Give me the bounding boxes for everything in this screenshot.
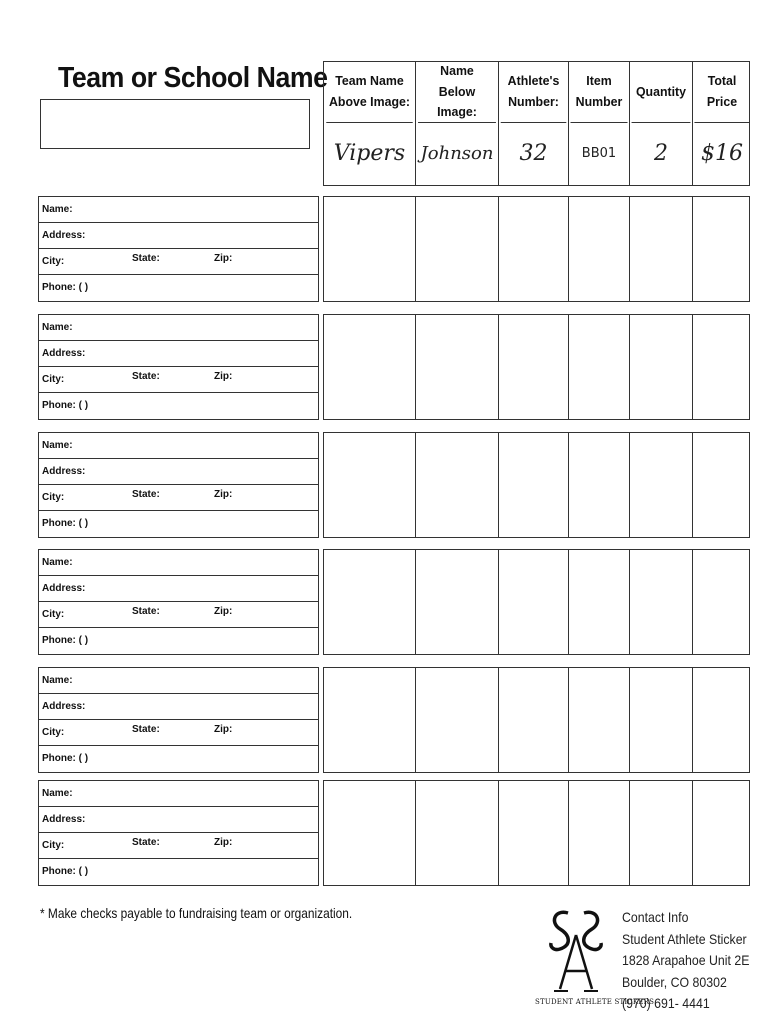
- col-header: Item Number: [571, 62, 628, 123]
- order-entry-row: [323, 549, 750, 655]
- address-field[interactable]: Address:: [39, 459, 318, 485]
- customer-info-block: [38, 314, 319, 420]
- company-name: Student Athlete Sticker: [622, 930, 747, 947]
- cell-team-name[interactable]: [324, 197, 415, 301]
- city-state-zip-field[interactable]: City: State: Zip:: [39, 720, 318, 746]
- cell-athlete-number[interactable]: [498, 433, 568, 537]
- cell-quantity[interactable]: [629, 197, 692, 301]
- cell-athlete-number[interactable]: [498, 781, 568, 885]
- customer-info-block: [38, 196, 319, 302]
- col-header: Total Price: [694, 62, 749, 123]
- col-name-below: [415, 62, 498, 185]
- logo-wordmark: STUDENT ATHLETE STICKERS: [535, 998, 655, 1006]
- city-state-zip-field[interactable]: City: State: Zip:: [39, 367, 318, 393]
- payment-note: * Make checks payable to fundraising team or organization.: [40, 905, 353, 921]
- team-name-title: Team or School Name: [58, 62, 328, 94]
- cell-quantity[interactable]: [629, 315, 692, 419]
- phone-field[interactable]: Phone: ( ): [42, 282, 89, 293]
- col-header: Athlete's Number:: [501, 62, 567, 123]
- address-field[interactable]: Address:: [39, 694, 318, 720]
- city-state-zip: Boulder, CO 80302: [622, 973, 727, 990]
- example-quantity[interactable]: 2: [654, 141, 668, 166]
- cell-quantity[interactable]: [629, 550, 692, 654]
- phone-number: (970) 691- 4441: [622, 995, 710, 1011]
- example-item-number[interactable]: BB01: [581, 146, 617, 161]
- city-state-zip-field[interactable]: City: State: Zip:: [39, 602, 318, 628]
- col-header: Quantity: [632, 62, 691, 123]
- cell-athlete-number[interactable]: [498, 550, 568, 654]
- example-athlete-number[interactable]: 32: [519, 141, 548, 166]
- phone-field[interactable]: Phone: ( ): [42, 866, 89, 877]
- team-name-field[interactable]: [40, 99, 310, 149]
- city-state-zip-field[interactable]: City: State: Zip:: [39, 249, 318, 275]
- col-athlete-number: [498, 62, 568, 185]
- cell-quantity[interactable]: [629, 781, 692, 885]
- street-address: 1828 Arapahoe Unit 2E: [622, 952, 750, 968]
- cell-team-name[interactable]: [324, 433, 415, 537]
- cell-item-number[interactable]: [568, 315, 629, 419]
- cell-name-below[interactable]: [415, 197, 498, 301]
- cell-athlete-number[interactable]: [498, 668, 568, 772]
- customer-info-block: [38, 432, 319, 538]
- cell-name-below[interactable]: [415, 315, 498, 419]
- phone-field[interactable]: Phone: ( ): [42, 635, 89, 646]
- city-state-zip-field[interactable]: City: State: Zip:: [39, 833, 318, 859]
- name-field[interactable]: Name:: [39, 315, 318, 341]
- cell-item-number[interactable]: [568, 550, 629, 654]
- cell-athlete-number[interactable]: [498, 197, 568, 301]
- col-team-name: [324, 62, 415, 185]
- cell-team-name[interactable]: [324, 550, 415, 654]
- student-athlete-logo-icon: [546, 905, 606, 995]
- cell-team-name[interactable]: [324, 668, 415, 772]
- col-quantity: [629, 62, 692, 185]
- order-entry-row: [323, 432, 750, 538]
- cell-quantity[interactable]: [629, 433, 692, 537]
- order-entry-row: [323, 667, 750, 773]
- name-field[interactable]: Name:: [39, 433, 318, 459]
- phone-field[interactable]: Phone: ( ): [42, 518, 89, 529]
- customer-info-block: [38, 549, 319, 655]
- example-name-below[interactable]: Johnson: [420, 143, 494, 164]
- col-total-price: [692, 62, 751, 185]
- cell-total-price[interactable]: [692, 668, 751, 772]
- customer-info-block: [38, 667, 319, 773]
- cell-name-below[interactable]: [415, 668, 498, 772]
- address-field[interactable]: Address:: [39, 576, 318, 602]
- address-field[interactable]: Address:: [39, 807, 318, 833]
- cell-athlete-number[interactable]: [498, 315, 568, 419]
- address-field[interactable]: Address:: [39, 341, 318, 367]
- phone-field[interactable]: Phone: ( ): [42, 753, 89, 764]
- cell-team-name[interactable]: [324, 781, 415, 885]
- customer-info-block: [38, 780, 319, 886]
- col-header: Team Name Above Image:: [326, 62, 412, 123]
- name-field[interactable]: Name:: [39, 781, 318, 807]
- cell-total-price[interactable]: [692, 550, 751, 654]
- order-header-table: [323, 61, 750, 186]
- order-entry-row: [323, 780, 750, 886]
- cell-item-number[interactable]: [568, 433, 629, 537]
- cell-name-below[interactable]: [415, 433, 498, 537]
- cell-total-price[interactable]: [692, 433, 751, 537]
- address-field[interactable]: Address:: [39, 223, 318, 249]
- col-item-number: [568, 62, 629, 185]
- cell-team-name[interactable]: [324, 315, 415, 419]
- cell-quantity[interactable]: [629, 668, 692, 772]
- cell-name-below[interactable]: [415, 781, 498, 885]
- city-state-zip-field[interactable]: City: State: Zip:: [39, 485, 318, 511]
- contact-info: [622, 907, 749, 1015]
- name-field[interactable]: Name:: [39, 668, 318, 694]
- cell-item-number[interactable]: [568, 197, 629, 301]
- col-header: Name Below Image:: [418, 62, 496, 123]
- order-entry-row: [323, 314, 750, 420]
- cell-name-below[interactable]: [415, 550, 498, 654]
- name-field[interactable]: Name:: [39, 550, 318, 576]
- cell-total-price[interactable]: [692, 197, 751, 301]
- order-entry-row: [323, 196, 750, 302]
- cell-total-price[interactable]: [692, 781, 751, 885]
- example-total-price[interactable]: $16: [701, 141, 743, 166]
- example-team-name[interactable]: Vipers: [333, 141, 406, 166]
- cell-item-number[interactable]: [568, 781, 629, 885]
- cell-item-number[interactable]: [568, 668, 629, 772]
- name-field[interactable]: Name:: [39, 197, 318, 223]
- cell-total-price[interactable]: [692, 315, 751, 419]
- contact-title: Contact Info: [622, 909, 689, 925]
- phone-field[interactable]: Phone: ( ): [42, 400, 89, 411]
